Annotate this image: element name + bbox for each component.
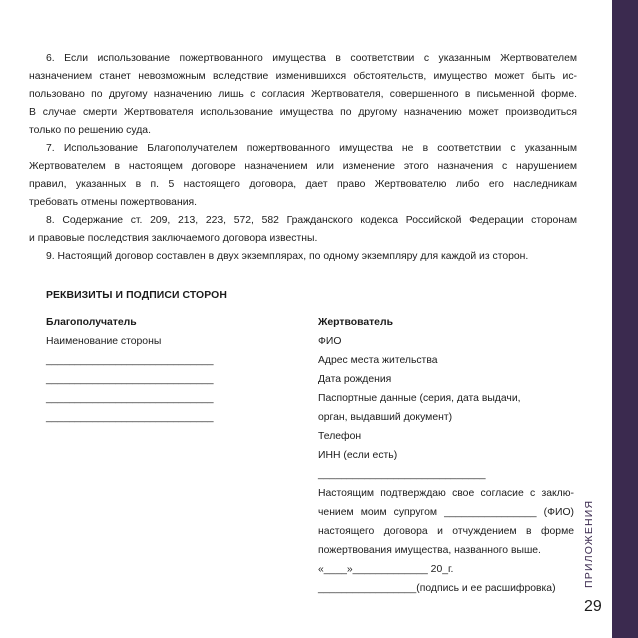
page-number: 29: [584, 598, 602, 615]
paragraph-9: [29, 248, 577, 266]
section-sidebar-bar: [612, 0, 638, 638]
paragraph-line: 6. Если использование пожертвованного имущества в соответствии с указанным Жертвователем: [46, 53, 577, 64]
date-line: «____»_____________ 20_г.: [318, 564, 454, 575]
section-label: ПРИЛОЖЕНИЯ: [583, 499, 595, 588]
paragraph-7: [29, 140, 577, 212]
consent-text: чением моим супругом ________________ (ФИО): [318, 507, 574, 518]
donor-row: Телефон: [318, 431, 362, 442]
contract-body: [29, 50, 577, 266]
blank-line: _____________________________: [46, 412, 214, 423]
donor-row: Дата рождения: [318, 374, 392, 385]
donor-row: Паспортные данные (серия, дата выдачи,: [318, 393, 521, 404]
consent-text: Настоящим подтверждаю свое согласие с заклю-: [318, 488, 574, 499]
donor-row: орган, выдавший документ): [318, 412, 453, 423]
paragraph-line: пользовано по другому назначению лишь с согласия Жертвователя, совершенного в письменной форме.: [29, 89, 577, 100]
blank-line: _____________________________: [46, 374, 214, 385]
paragraph-line: 9. Настоящий договор составлен в двух экземплярах, по одному экземпляру для каждой из сторон.: [46, 251, 529, 262]
beneficiary-heading: Благополучатель: [46, 317, 137, 328]
paragraph-line: 7. Использование Благополучателем пожертвованного имущества не в соответствии с указанным: [46, 143, 577, 154]
blank-line: _____________________________: [46, 355, 214, 366]
donor-heading: Жертвователь: [318, 317, 393, 328]
paragraph-line: правил, указанных в п. 5 настоящего договора, дает право Жертвователю либо его наследникам: [29, 179, 577, 190]
blank-line: _____________________________: [46, 393, 214, 404]
beneficiary-column: [46, 313, 216, 427]
paragraph-line: только по решению суда.: [29, 125, 151, 136]
donor-row: ИНН (если есть): [318, 450, 398, 461]
paragraph-line: требовать отмены пожертвования.: [29, 197, 198, 208]
paragraph-8: [29, 212, 577, 248]
beneficiary-row: Наименование стороны: [46, 336, 162, 347]
donor-column: [318, 313, 574, 598]
paragraph-line: назначением станет невозможным вследствие изменившихся обстоятельств, имущество может быть ис-: [29, 71, 577, 82]
blank-line: _____________________________: [318, 469, 486, 480]
paragraph-line: Жертвователем в настоящем договоре назначением или изменение этого назначения с нарушением: [29, 161, 577, 172]
donor-row: Адрес места жительства: [318, 355, 438, 366]
paragraph-line: В случае смерти Жертвователя использование имущества по другому назначению может производиться: [29, 107, 577, 118]
requisites-title: РЕКВИЗИТЫ И ПОДПИСИ СТОРОН: [46, 290, 227, 301]
signature-line: _________________(подпись и ее расшифровка): [318, 583, 556, 594]
consent-text: пожертвования имущества, названного выше.: [318, 545, 541, 556]
consent-text: настоящего договора и отчуждением в форме: [318, 526, 574, 537]
donor-row: ФИО: [318, 336, 342, 347]
paragraph-line: и правовые последствия заключаемого договора известны.: [29, 233, 318, 244]
paragraph-6: [29, 50, 577, 140]
paragraph-line: 8. Содержание ст. 209, 213, 223, 572, 582 Гражданского кодекса Российской Федерации сторонам: [46, 215, 577, 226]
